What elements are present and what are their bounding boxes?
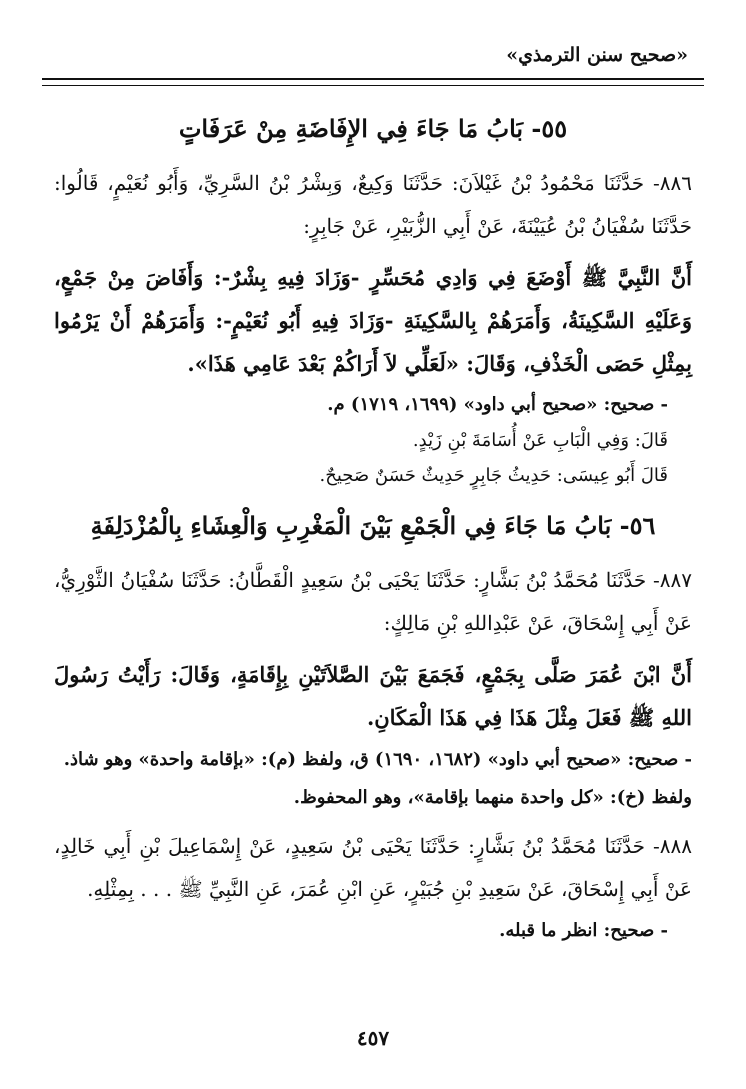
spacer bbox=[54, 645, 692, 653]
spacer bbox=[54, 493, 692, 507]
hadith-886-matn: أَنَّ النَّبِيَّ ﷺ أَوْضَعَ فِي وَادِي مُحَسِّرٍ -وَزَادَ فِيهِ بِشْرٌ-: وَأَفَاضَ مِنْ جَمْعٍ، وَعَلَيْهِ السَّكِينَةُ، وَأَمَرَهُمْ بِالسَّكِينَةِ -وَزَادَ فِيهِ أَبُو نُعَيْمٍ-: وَأَمَرَهُمْ أَنْ يَرْمُوا بِمِثْلِ حَصَى الْخَذْفِ، وَقَالَ: «لَعَلِّي لاَ أَرَاكُمْ بَعْدَ عَامِي هَذَا». bbox=[54, 265, 692, 376]
chapter-55-heading: ٥٥- بَابُ مَا جَاءَ فِي الإِفَاضَةِ مِنْ عَرَفَاتٍ bbox=[178, 114, 568, 143]
hadith-886-isnad: ٨٨٦- حَدَّثَنَا مَحْمُودُ بْنُ غَيْلاَنَ: حَدَّثَنَا وَكِيعٌ، وَبِشْرُ بْنُ السَّرِيِّ، وَأَبُو نُعَيْمٍ، قَالُوا: حَدَّثَنَا سُفْيَانُ بْنُ عُيَيْنَةَ، عَنْ أَبِي الزُّبَيْرِ، عَنْ جَابِرٍ: bbox=[54, 171, 692, 238]
header-rule-thick bbox=[42, 78, 704, 80]
hadith-887-grading: - صحيح: «صحيح أبي داود» (١٦٨٢، ١٦٩٠) ق، ولفظ (م): «بإقامة واحدة» وهو شاذ. ولفظ (خ): «كل واحدة منهما بإقامة»، وهو المحفوظ. bbox=[63, 749, 692, 808]
hadith-888-grading: - صحيح: انظر ما قبله. bbox=[499, 920, 668, 941]
chapter-56-heading: ٥٦- بَابُ مَا جَاءَ فِي الْجَمْعِ بَيْنَ الْمَغْرِبِ وَالْعِشَاءِ بِالْمُزْدَلِفَةِ bbox=[90, 511, 656, 540]
header-rule-thin bbox=[42, 85, 704, 86]
running-title: «صحيح سنن الترمذي» bbox=[506, 44, 688, 66]
spacer bbox=[54, 817, 692, 825]
chapter-55-note-2: قَالَ أَبُو عِيسَى: حَدِيثُ جَابِرٍ حَدِيثٌ حَسَنٌ صَحِيحٌ. bbox=[319, 465, 668, 486]
spacer bbox=[54, 248, 692, 256]
hadith-886-grading: - صحيح: «صحيح أبي داود» (١٦٩٩، ١٧١٩) م. bbox=[327, 394, 668, 415]
hadith-887-matn: أَنَّ ابْنَ عُمَرَ صَلَّى بِجَمْعٍ، فَجَمَعَ بَيْنَ الصَّلاَتَيْنِ بِإِقَامَةٍ، وَقَالَ: رَأَيْتُ رَسُولَ اللهِ ﷺ فَعَلَ مِثْلَ هَذَا فِي هَذَا الْمَكَانِ. bbox=[54, 662, 692, 730]
hadith-888: ٨٨٨- حَدَّثَنَا مُحَمَّدُ بْنُ بَشَّارٍ: حَدَّثَنَا يَحْيَى بْنُ سَعِيدٍ، عَنْ إِسْمَاعِيلَ بْنِ أَبِي خَالِدٍ، عَنْ أَبِي إِسْحَاقَ، عَنْ سَعِيدِ بْنِ جُبَيْرٍ، عَنِ ابْنِ عُمَرَ، عَنِ النَّبِيِّ ﷺ . . . بِمِثْلِهِ. bbox=[54, 834, 692, 901]
hadith-887-isnad: ٨٨٧- حَدَّثَنَا مُحَمَّدُ بْنُ بَشَّارٍ: حَدَّثَنَا يَحْيَى بْنُ سَعِيدٍ الْقَطَّانُ: حَدَّثَنَا سُفْيَانُ الثَّوْرِيُّ، عَنْ أَبِي إِسْحَاقَ، عَنْ عَبْدِاللهِ بْنِ مَالِكٍ: bbox=[54, 568, 692, 635]
page-number: ٤٥٧ bbox=[356, 1026, 390, 1050]
chapter-55-note-1: قَالَ: وَفِي الْبَابِ عَنْ أُسَامَةَ بْنِ زَيْدٍ. bbox=[412, 430, 668, 451]
page-body bbox=[54, 110, 692, 949]
